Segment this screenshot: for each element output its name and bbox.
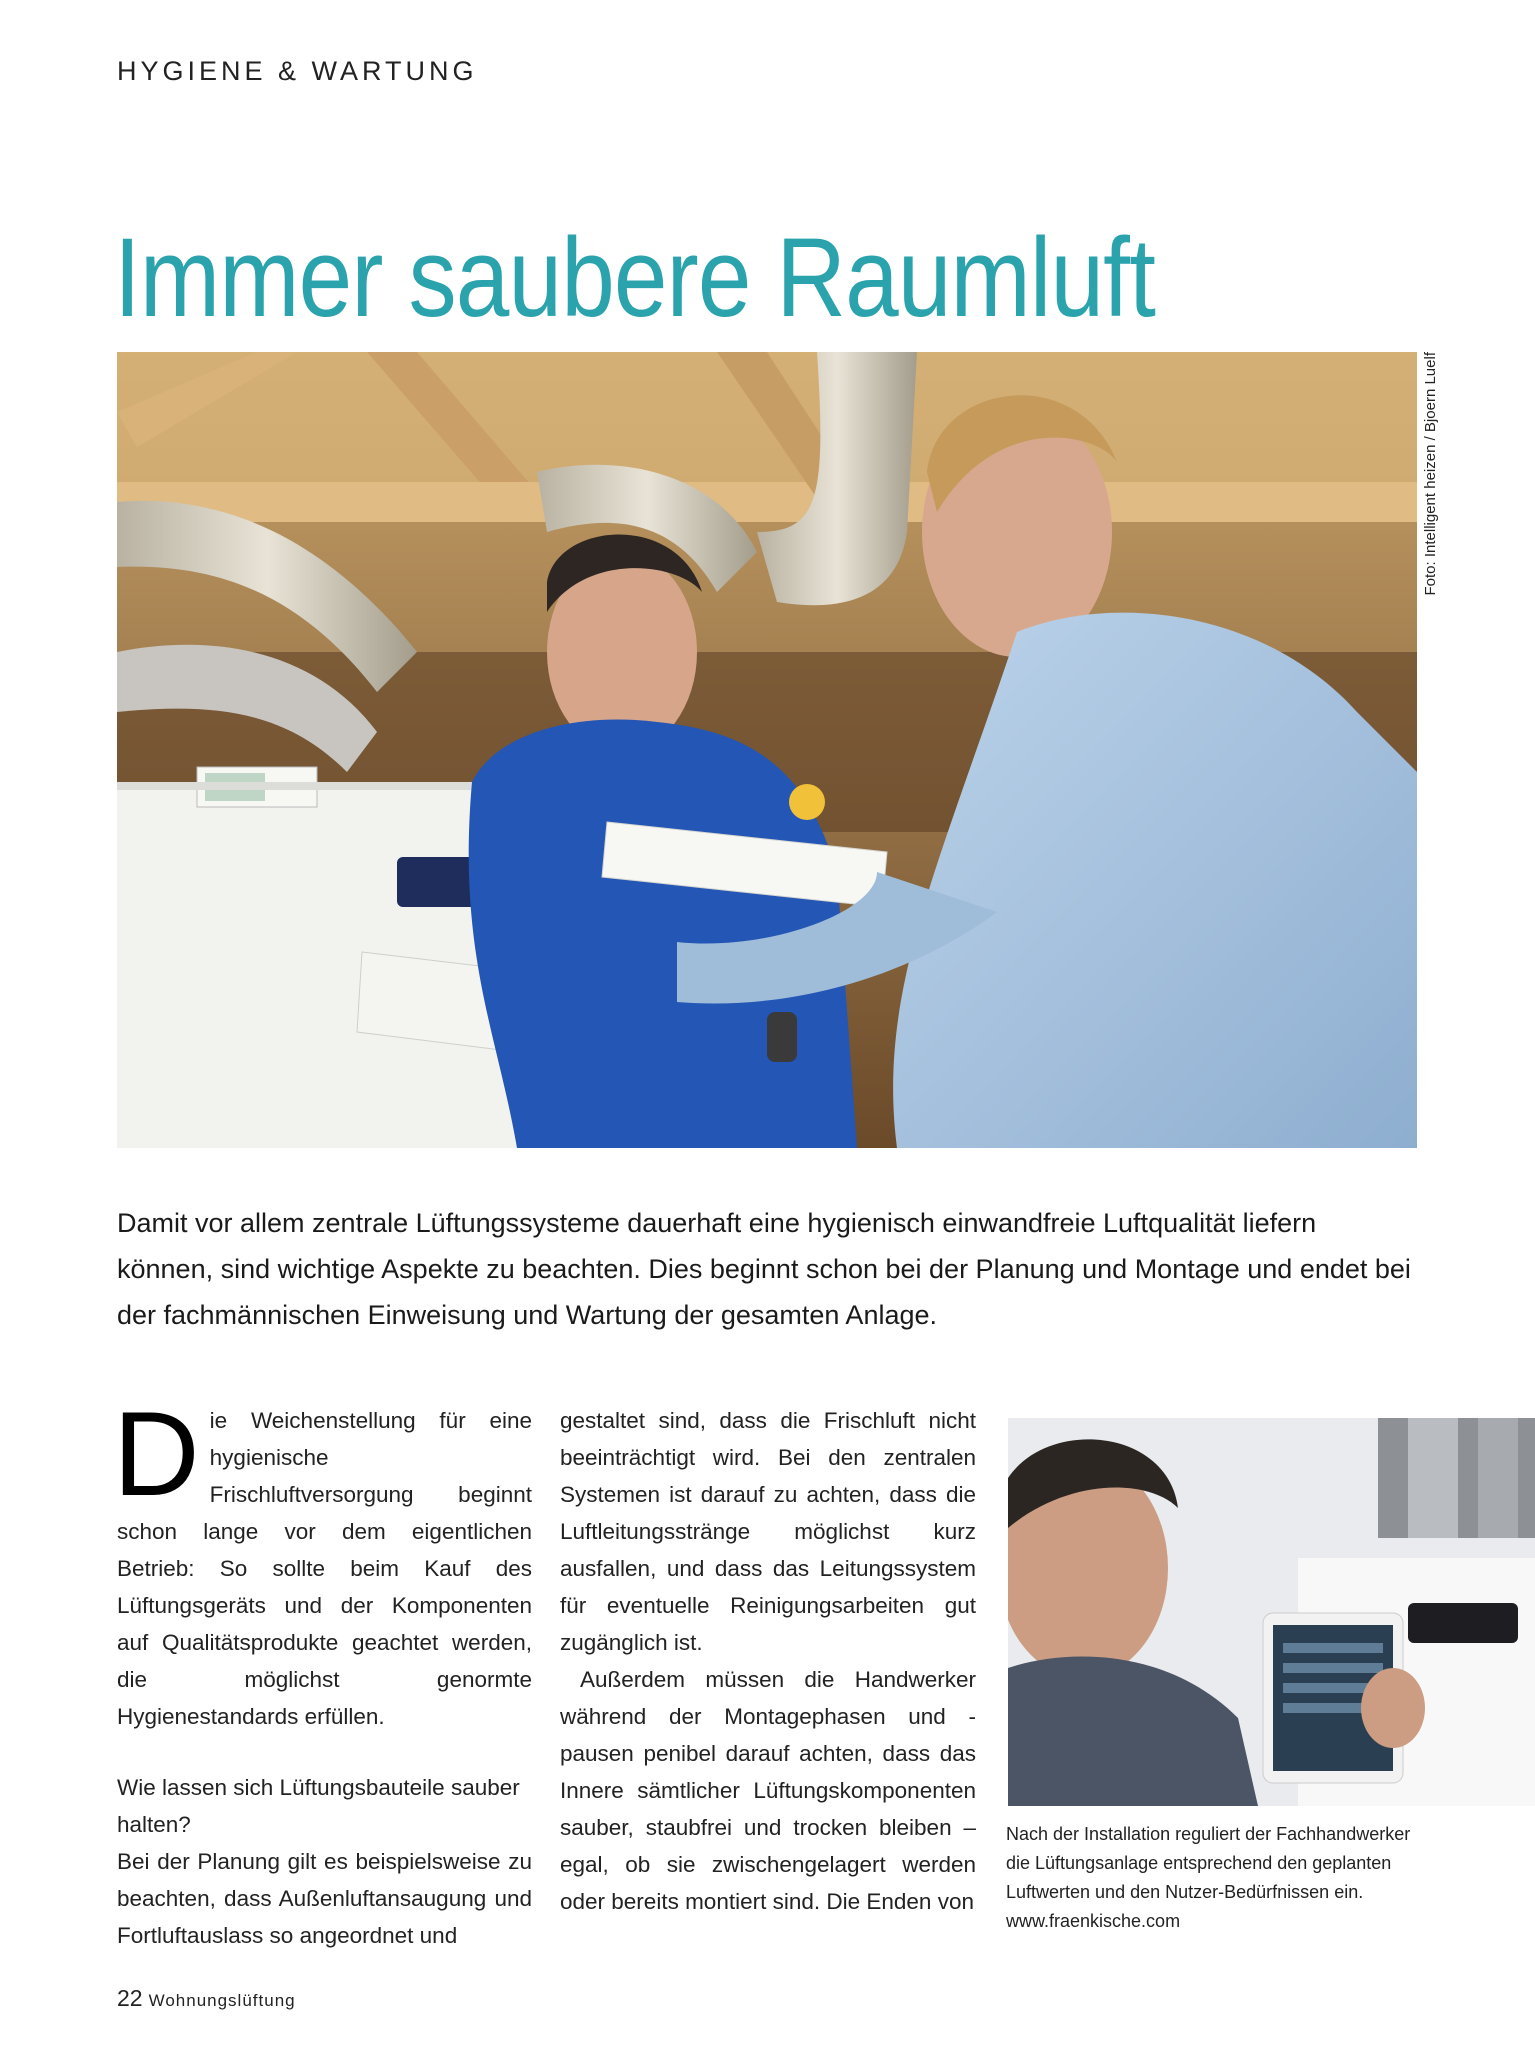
page-number: 22 — [117, 1985, 143, 2011]
paragraph: Außerdem müssen die Handwerker während der Montagephasen und -pausen penibel darauf achten, dass das Innere sämtlicher Lüftungskomponenten sauber, staubfrei und trocken bleiben – egal, ob sie zwischengelagert werden oder bereits montiert sind. Die Enden von — [560, 1667, 976, 1914]
paragraph: Bei der Planung gilt es beispielsweise zu beachten, dass Außenluftansaugung und Fortluftauslass so angeordnet und — [117, 1849, 532, 1948]
magazine-name: Wohnungslüftung — [148, 1991, 296, 2010]
photo-credit: Foto: Intelligent heizen / Bjoern Luelf — [1422, 352, 1439, 596]
lead-paragraph: Damit vor allem zentrale Lüftungssysteme dauerhaft eine hygienisch einwandfreie Luftqualität liefern können, sind wichtige Aspekte zu beachten. Dies beginnt schon bei der Planung und Montage und endet bei der fachmännischen Einweisung und Wartung der gesamten Anlage. — [117, 1208, 1411, 1330]
hero-photo — [117, 352, 1417, 1148]
paragraph: gestaltet sind, dass die Frischluft nicht beeinträchtigt wird. Bei den zentralen Systemen ist darauf zu achten, dass die Luftleitungsstränge möglichst kurz ausfallen, und dass das Leitungssystem für eventuelle Reinigungsarbeiten gut zugänglich ist. — [560, 1408, 976, 1655]
section-subheading: Wie lassen sich Lüftungsbauteile sauber halten? — [117, 1775, 520, 1837]
drop-cap: D — [113, 1387, 200, 1521]
photo-caption: Nach der Installation reguliert der Fachhandwerker die Lüftungsanlage entsprechend den geplanten Luftwerten und den Nutzer-Bedürfnissen ein. www.fraenkische.com — [1006, 1824, 1411, 1931]
paragraph: Die Weichenstellung für eine hygienische Frischluftversorgung beginnt schon lange vor dem eigentlichen Betrieb: So sollte beim Kauf des Lüftungsgeräts und der Komponenten auf Qualitätsprodukte geachtet werden, die möglichst genormte Hygienestandards erfüllen. — [113, 1387, 532, 1729]
body-column-1 — [113, 1387, 532, 1954]
side-photo — [1008, 1418, 1535, 1806]
page-title: Immer saubere Raumluft — [114, 215, 1155, 341]
section-label: HYGIENE & WARTUNG — [117, 56, 478, 86]
page-footer — [117, 1985, 296, 2012]
body-column-2 — [560, 1402, 976, 1920]
